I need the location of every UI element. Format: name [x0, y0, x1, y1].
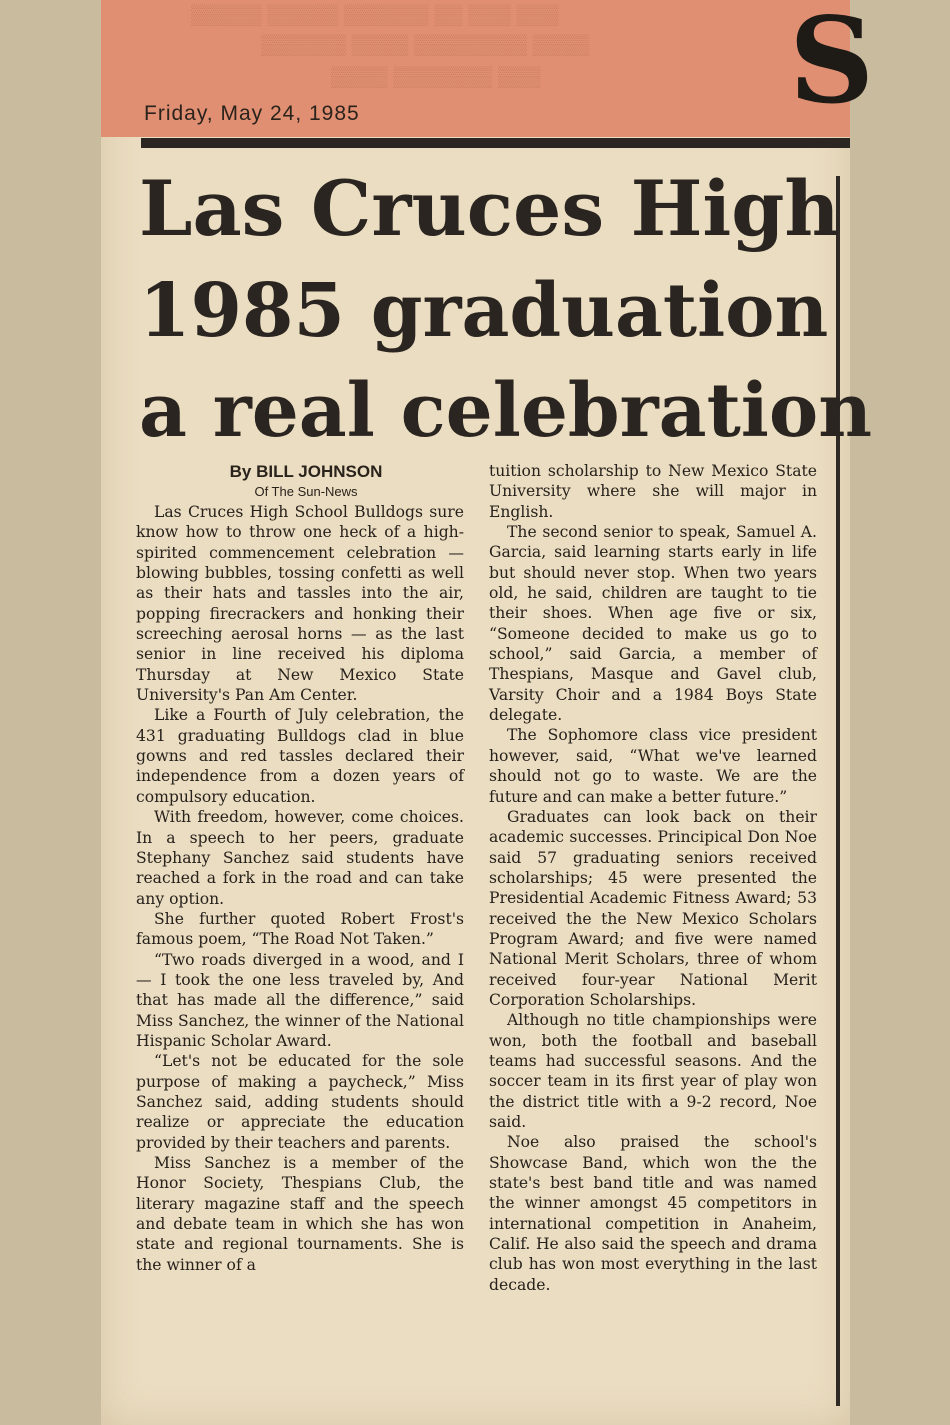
article-paragraph: “Let's not be educated for the sole purpose of making a paycheck,” Miss Sanchez said, adding students should realize or appreciate the education provided by their teachers and parents.	[136, 1052, 464, 1152]
column-rule	[836, 176, 840, 1406]
article-paragraph: Noe also praised the school's Showcase Band, which won the the state's best band title and was named the winner amongst 45 competitors in international competition in Anaheim, Calif. He also said the speech and drama club has won most everything in the last decade.	[489, 1133, 817, 1294]
article-paragraph: Like a Fourth of July celebration, the 431 graduating Bulldogs clad in blue gowns and red tassles declared their independence from a dozen years of compulsory education.	[136, 706, 464, 806]
article-paragraph: The second senior to speak, Samuel A. Garcia, said learning starts early in life but should never stop. When two years old, he said, children are taught to tie their shoes. When age five or six, “Someone decided to make us go to school,” said Garcia, a member of Thespians, Masque and Gavel club, Varsity Choir and a 1984 Boys State delegate.	[489, 523, 817, 725]
headline-line-1: Las Cruces High	[139, 164, 840, 253]
article-paragraph: Miss Sanchez is a member of the Honor Society, Thespians Club, the literary magazine staff and the speech and debate team in which she has won state and regional tournaments. She is the winner of a	[136, 1154, 464, 1274]
article-paragraph: With freedom, however, come choices. In a speech to her peers, graduate Stephany Sanchez said students have reached a fork in the road and can take any option.	[136, 808, 464, 908]
article-paragraph: tuition scholarship to New Mexico State University where she will major in English.	[489, 462, 817, 521]
header-rule	[141, 138, 850, 148]
article-column-1	[136, 502, 464, 1275]
dateline: Friday, May 24, 1985	[144, 102, 360, 125]
bleed-through-text: ▒▒▒▒▒ ▒▒▒▒▒ ▒▒▒▒▒▒ ▒▒ ▒▒▒ ▒▒▒	[191, 4, 559, 26]
header-color-band	[101, 0, 875, 137]
article-paragraph: Graduates can look back on their academic successes. Principical Don Noe said 57 graduating seniors received scholarships; 45 were presented the Presidential Academic Fitness Award; 53 received the the New Mexico Scholars Program Award; and five were named National Merit Scholars, three of whom received four-year National Merit Corporation Scholarships.	[489, 807, 817, 1009]
newspaper-clipping	[101, 0, 875, 1425]
section-letter: S	[789, 0, 875, 130]
article-paragraph: Although no title championships were won, both the football and baseball teams had successful seasons. And the soccer team in its first year of play won the district title with a 9-2 record, Noe said.	[489, 1011, 817, 1131]
headline-line-2: 1985 graduation	[139, 268, 829, 354]
byline-affiliation: Of The Sun-News	[254, 484, 358, 499]
bleed-through-text: ▒▒▒▒ ▒▒▒▒▒▒▒ ▒▒▒	[331, 66, 541, 88]
article-paragraph: Las Cruces High School Bulldogs sure know how to throw one heck of a high-spirited commencement celebration — blowing bubbles, tossing confetti as well as their hats and tassles into the air, popping firecrackers and honking their screeching aerosal horns — as the last senior in line received his diploma Thursday at New Mexico State University's Pan Am Center.	[136, 503, 464, 705]
article-paragraph: She further quoted Robert Frost's famous poem, “The Road Not Taken.”	[136, 909, 464, 949]
headline-line-3: a real celebration	[139, 368, 873, 454]
article-paragraph: “Two roads diverged in a wood, and I — I took the one less traveled by, And that has made all the difference,” said Miss Sanchez, the winner of the National Hispanic Scholar Award.	[136, 950, 464, 1050]
bleed-through-text: ▒▒▒▒▒▒ ▒▒▒▒ ▒▒▒▒▒▒▒▒ ▒▒▒▒	[261, 34, 590, 56]
article-paragraph: The Sophomore class vice president however, said, “What we've learned should not go to waste. We are the future and can make a better future.”	[489, 726, 817, 806]
article-column-2	[489, 461, 817, 1295]
byline: By BILL JOHNSON	[229, 462, 383, 481]
